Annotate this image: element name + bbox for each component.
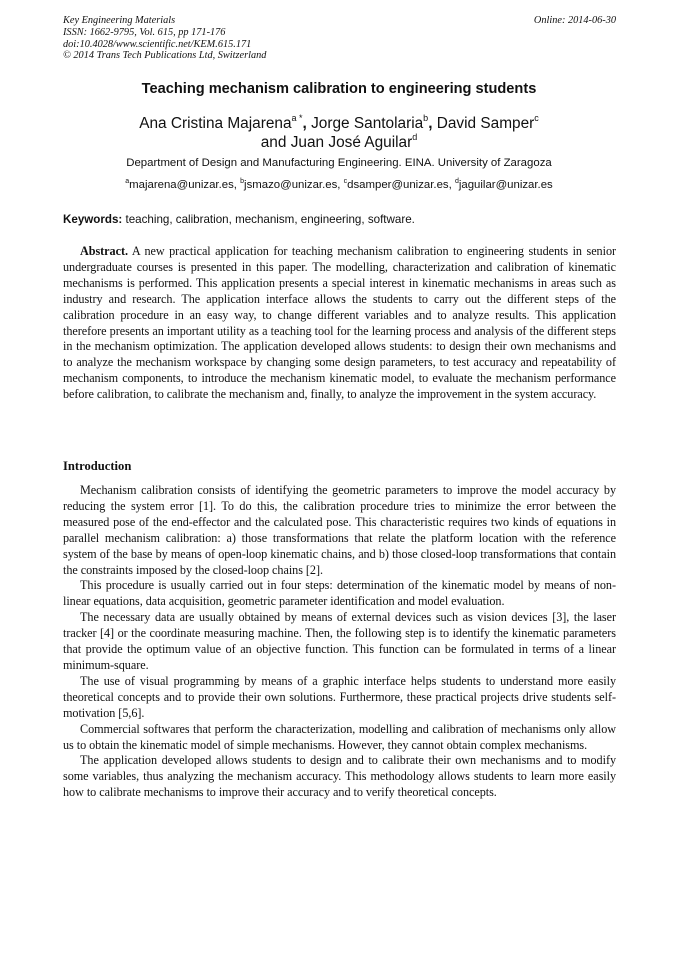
abstract-section	[63, 244, 616, 403]
intro-paragraph: This procedure is usually carried out in four steps: determination of the kinematic model by means of non-linear equations, data acquisition, geometric parameter identification and model evaluation.	[63, 578, 616, 609]
author-affiliation-mark: a *	[291, 112, 303, 123]
author-affiliation-mark: d	[412, 131, 418, 142]
author-list	[40, 114, 638, 152]
online-date: Online: 2014-06-30	[533, 15, 616, 26]
email-link[interactable]: jsmazo@unizar.es	[244, 179, 338, 191]
introduction-section	[63, 483, 616, 801]
intro-paragraph: The necessary data are usually obtained by means of external devices such as vision devices [3], the laser tracker [4] or the coordinate measuring machine. Then, the following step is to identify the kinematic parameters that provide the optimum value of an objective function. This function can be formulated in terms of a linear minimum-square.	[63, 610, 616, 672]
author-name: David Samper	[436, 115, 535, 132]
journal-issn: ISSN: 1662-9795, Vol. 615, pp 171-176	[63, 26, 226, 38]
introduction-heading: Introduction	[63, 459, 132, 473]
author-name: Juan José Aguilar	[290, 134, 413, 151]
author-name: Ana Cristina Majarena	[139, 115, 292, 132]
author-and: and	[260, 134, 287, 151]
author-affiliation-mark: c	[534, 112, 539, 123]
email-list	[0, 178, 678, 192]
email-link[interactable]: jaguilar@unizar.es	[458, 179, 553, 191]
intro-paragraph: Mechanism calibration consists of identifying the geometric parameters to improve the model accuracy by reducing the system error [1]. To do this, the calibration procedure tries to minimize the error between the measured pose of the end-effector and the calculated pose. This characteristic requires two kinds of equations in parallel mechanism calibration: a) those transformations that relate the platform location with the reference system of the base by means of open-loop kinematic chains, and b) those closed-loop transformations that contain the constraints imposed by the closed-loop chains [2].	[63, 483, 616, 577]
journal-header	[63, 15, 616, 62]
journal-doi: doi:10.4028/www.scientific.net/KEM.615.171	[63, 38, 252, 50]
affiliation: Department of Design and Manufacturing Engineering. EINA. University of Zaragoza	[126, 157, 552, 169]
author-separator: ,	[428, 115, 433, 132]
keywords-label: Keywords:	[63, 213, 123, 226]
abstract-text: A new practical application for teaching mechanism calibration to engineering students in senior undergraduate courses is presented in this paper. The modelling, characterization and calibration of kinematic mechanisms is performed. This application presents a special interest in kinematic mechanisms in areas such as industry and research. The application interface allows the students to carry out the different steps of the calibration procedure in an easy way, to change different variables and to analyze results. This application therefore presents an important utility as a teaching tool for the learning process and analysis of the different steps in the mechanism optimization. The application developed allows students: to design their own mechanisms and to analyze the mechanism workspace by changing some design parameters, to test accuracy and repeatability of mechanism components, to introduce the mechanism kinematic model, to evaluate the mechanism performance before calibration, to calibrate the mechanism and, finally, to analyze the improvement in the system accuracy.	[63, 244, 616, 402]
email-link[interactable]: majarena@unizar.es	[129, 179, 234, 191]
email-separator: ,	[337, 179, 344, 191]
author-separator: ,	[302, 115, 307, 132]
email-mark: a	[125, 178, 130, 186]
author-affiliation-mark: b	[423, 112, 429, 123]
email-link[interactable]: dsamper@unizar.es	[347, 179, 449, 191]
keywords-text: teaching, calibration, mechanism, engineering, software.	[122, 213, 415, 226]
email-mark: d	[454, 178, 459, 186]
abstract-label: Abstract.	[80, 244, 128, 258]
journal-name: Key Engineering Materials	[63, 15, 176, 26]
email-separator: ,	[448, 179, 455, 191]
journal-copyright: © 2014 Trans Tech Publications Ltd, Switzerland	[63, 50, 267, 62]
email-mark: b	[240, 178, 245, 186]
email-mark: c	[343, 178, 348, 186]
abstract-paragraph	[63, 244, 616, 403]
intro-paragraph: Commercial softwares that perform the characterization, modelling and calibration of mechanisms only allow us to obtain the kinematic model of simple mechanisms. However, they cannot obtain complex mechanisms.	[63, 721, 616, 752]
email-separator: ,	[233, 179, 241, 191]
intro-paragraph: The application developed allows students to design and to calibrate their own mechanisms and to modify some variables, thus analyzing the mechanism accuracy. This methodology allows students to learn more easily how to calibrate mechanisms to improve their accuracy and to verify theoretical concepts.	[63, 753, 616, 800]
author-name: Jorge Santolaria	[311, 115, 424, 132]
intro-paragraph: The use of visual programming by means of a graphic interface helps students to understand more easily theoretical concepts and to provide their own solutions. Furthermore, these practical projects drive students self-motivation [5,6].	[63, 673, 616, 720]
keywords	[63, 213, 616, 227]
paper-title: Teaching mechanism calibration to engineering students	[141, 81, 537, 97]
